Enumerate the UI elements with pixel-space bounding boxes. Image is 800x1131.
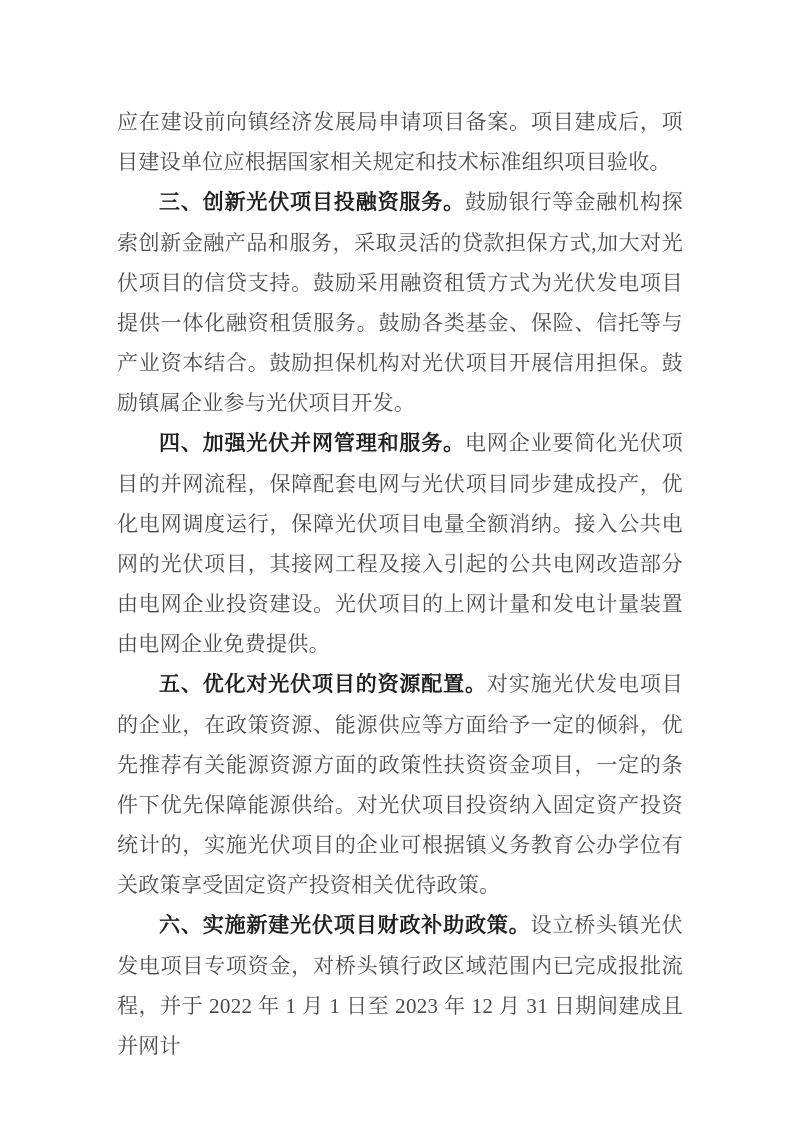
paragraph-section-6 <box>117 905 683 1066</box>
paragraph-continuation-text: 应在建设前向镇经济发展局申请项目备案。项目建成后，项目建设单位应根据国家相关规定和技术标准组织项目验收。 <box>117 110 683 174</box>
section-6-body: 设立桥头镇光伏发电项目专项资金，对桥头镇行政区域范围内已完成报批流程，并于 2022 年 1 月 1 日至 2023 年 12 月 31 日期间建成且并网计 <box>117 913 683 1058</box>
section-3-body: 鼓励银行等金融机构探索创新金融产品和服务，采取灵活的贷款担保方式,加大对光伏项目的信贷支持。鼓励采用融资租赁方式为光伏发电项目提供一体化融资租赁服务。鼓励各类基金、保险、信托等与产业资本结合。鼓励担保机构对光伏项目开展信用担保。鼓励镇属企业参与光伏项目开发。 <box>117 190 684 415</box>
paragraph-section-4 <box>117 423 683 664</box>
paragraph-section-5 <box>117 664 683 905</box>
section-5-body: 对实施光伏发电项目的企业，在政策资源、能源供应等方面给予一定的倾斜，优先推荐有关能源资源方面的政策性扶资资金项目，一定的条件下优先保障能源供给。对光伏项目投资纳入固定资产投资统计的，实施光伏项目的企业可根据镇义务教育公办学位有关政策享受固定资产投资相关优待政策。 <box>117 672 684 897</box>
section-3-heading: 三、创新光伏项目投融资服务。 <box>159 191 465 214</box>
paragraph-continuation <box>117 102 683 182</box>
section-5-heading: 五、优化对光伏项目的资源配置。 <box>159 673 487 696</box>
document-text <box>117 102 683 1066</box>
section-4-heading: 四、加强光伏并网管理和服务。 <box>159 432 465 455</box>
section-4-body: 电网企业要简化光伏项目的并网流程，保障配套电网与光伏项目同步建成投产，优化电网调度运行，保障光伏项目电量全额消纳。接入公共电网的光伏项目，其接网工程及接入引起的公共电网改造部分由电网企业投资建设。光伏项目的上网计量和发电计量装置由电网企业免费提供。 <box>117 431 684 656</box>
paragraph-section-3 <box>117 182 683 423</box>
section-6-heading: 六、实施新建光伏项目财政补助政策。 <box>159 914 531 937</box>
